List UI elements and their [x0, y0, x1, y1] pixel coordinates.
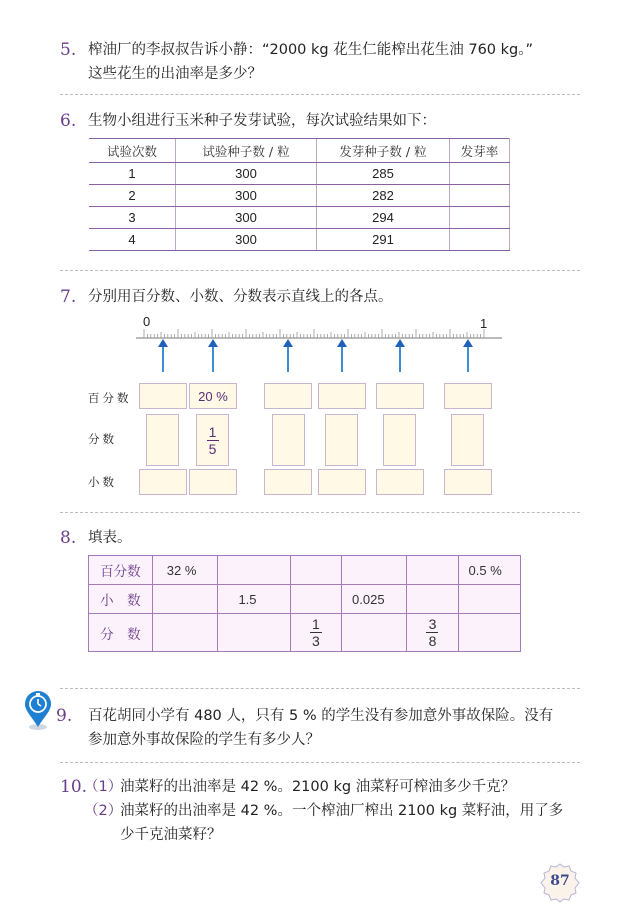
table-cell	[290, 614, 341, 652]
percent-example-box: 20 %	[189, 383, 237, 409]
arrow-up-icon	[212, 346, 214, 372]
table-row-decimal	[89, 585, 521, 614]
row-label: 百分数	[89, 556, 153, 585]
row-label: 小 数	[89, 585, 153, 614]
answer-cell[interactable]	[290, 556, 341, 585]
question-10-number: 10.	[60, 777, 88, 797]
table-cell: 0.025	[342, 585, 407, 614]
column-header: 试验种子数 / 粒	[176, 139, 317, 163]
question-5-number: 5.	[60, 40, 77, 60]
table-cell: 1	[89, 163, 176, 185]
decimal-answer-box[interactable]	[376, 469, 424, 495]
answer-cell[interactable]	[450, 207, 510, 229]
label-decimal: 小数	[88, 475, 117, 489]
table-cell	[407, 614, 458, 652]
fraction-one-third	[310, 617, 322, 648]
table-cell: 291	[317, 229, 450, 251]
denominator: 8	[428, 633, 437, 649]
answer-cell[interactable]	[218, 614, 290, 652]
table-cell: 3	[89, 207, 176, 229]
decimal-answer-box[interactable]	[444, 469, 492, 495]
denominator: 3	[312, 633, 320, 649]
question-5-line1: 榨油厂的李叔叔告诉小静：“2000 kg 花生仁能榨出花生油 760 kg。”	[88, 42, 533, 58]
table-cell: 32 %	[152, 556, 218, 585]
arrow-up-icon	[467, 346, 469, 372]
table-cell: 1.5	[218, 585, 290, 614]
fraction-example	[207, 425, 219, 456]
decimal-answer-box[interactable]	[139, 469, 187, 495]
percent-answer-box[interactable]	[376, 383, 424, 409]
fraction-answer-box[interactable]	[383, 414, 416, 466]
numerator: 1	[208, 423, 217, 440]
fraction-answer-box[interactable]	[146, 414, 179, 466]
column-header: 发芽种子数 / 粒	[317, 139, 450, 163]
label-percent: 百分数	[88, 391, 132, 405]
question-7-number: 7.	[60, 287, 77, 307]
percent-answer-box[interactable]	[318, 383, 366, 409]
table-row	[89, 163, 510, 185]
column-header: 试验次数	[89, 139, 176, 163]
number-line-start-label: 0	[143, 314, 151, 329]
question-8-number: 8.	[60, 528, 77, 548]
table-row	[89, 207, 510, 229]
answer-cell[interactable]	[290, 585, 341, 614]
divider	[60, 762, 580, 763]
question-10-sub2-line2: 少千克油菜籽？	[120, 827, 222, 843]
answer-cell[interactable]	[450, 163, 510, 185]
column-header: 发芽率	[450, 139, 510, 163]
question-10-sub1-label: （1）	[84, 779, 123, 795]
answer-cell[interactable]	[407, 556, 458, 585]
answer-cell[interactable]	[152, 585, 218, 614]
label-fraction: 分数	[88, 432, 117, 446]
question-9-number: 9.	[56, 706, 73, 726]
answer-cell[interactable]	[152, 614, 218, 652]
table-header-row	[89, 139, 510, 163]
row-label: 分 数	[89, 614, 153, 652]
divider	[60, 688, 580, 689]
divider	[60, 512, 580, 513]
numerator: 1	[312, 616, 320, 632]
stopwatch-pin-icon	[22, 689, 54, 731]
fraction-three-eighths	[426, 617, 438, 648]
table-cell: 294	[317, 207, 450, 229]
question-9-line2: 参加意外事故保险的学生有多少人？	[88, 732, 320, 748]
question-6-number: 6.	[60, 111, 77, 131]
table-cell: 285	[317, 163, 450, 185]
table-row	[89, 229, 510, 251]
answer-cell[interactable]	[342, 556, 407, 585]
fraction-answer-box[interactable]	[325, 414, 358, 466]
table-row	[89, 185, 510, 207]
table-row-fraction	[89, 614, 521, 652]
question-9-line1: 百花胡同小学有 480 人，只有 5 % 的学生没有参加意外事故保险。没有	[88, 708, 554, 724]
table-cell: 4	[89, 229, 176, 251]
number-line	[136, 326, 504, 342]
table-cell: 0.5 %	[458, 556, 520, 585]
arrow-up-icon	[162, 346, 164, 372]
fraction-answer-box[interactable]	[451, 414, 484, 466]
arrow-up-icon	[399, 346, 401, 372]
arrow-up-icon	[287, 346, 289, 372]
table-cell: 300	[176, 163, 317, 185]
fraction-answer-box[interactable]	[272, 414, 305, 466]
denominator: 5	[208, 440, 217, 457]
answer-cell[interactable]	[450, 229, 510, 251]
numerator: 3	[428, 616, 437, 632]
divider	[60, 270, 580, 271]
conversion-table	[88, 555, 521, 652]
percent-answer-box[interactable]	[264, 383, 312, 409]
decimal-answer-box[interactable]	[318, 469, 366, 495]
answer-cell[interactable]	[450, 185, 510, 207]
percent-answer-box[interactable]	[444, 383, 492, 409]
germination-table	[89, 138, 510, 251]
table-cell: 300	[176, 185, 317, 207]
answer-cell[interactable]	[342, 614, 407, 652]
table-cell: 300	[176, 207, 317, 229]
answer-cell[interactable]	[218, 556, 290, 585]
table-cell: 282	[317, 185, 450, 207]
percent-answer-box[interactable]	[139, 383, 187, 409]
question-10-sub2-line1: 油菜籽的出油率是 42 %。一个榨油厂榨出 2100 kg 菜籽油，用了多	[120, 803, 564, 819]
answer-cell[interactable]	[458, 585, 520, 614]
question-5-line2: 这些花生的出油率是多少？	[88, 66, 262, 82]
question-6-text: 生物小组进行玉米种子发芽试验，每次试验结果如下：	[88, 113, 436, 129]
question-7-text: 分别用百分数、小数、分数表示直线上的各点。	[88, 289, 393, 305]
arrow-up-icon	[341, 346, 343, 372]
table-cell: 300	[176, 229, 317, 251]
decimal-answer-box[interactable]	[264, 469, 312, 495]
number-line-end-label: 1	[480, 316, 488, 331]
page-number: 87	[550, 873, 570, 889]
answer-cell[interactable]	[458, 614, 520, 652]
fraction-example-box	[196, 414, 229, 466]
answer-cell[interactable]	[407, 585, 458, 614]
question-8-text: 填表。	[88, 530, 132, 546]
table-cell: 2	[89, 185, 176, 207]
decimal-answer-box[interactable]	[189, 469, 237, 495]
question-10-sub2-label: （2）	[84, 803, 123, 819]
question-10-sub1-text: 油菜籽的出油率是 42 %。2100 kg 油菜籽可榨油多少千克？	[120, 779, 516, 795]
divider	[60, 94, 580, 95]
table-row-percent	[89, 556, 521, 585]
